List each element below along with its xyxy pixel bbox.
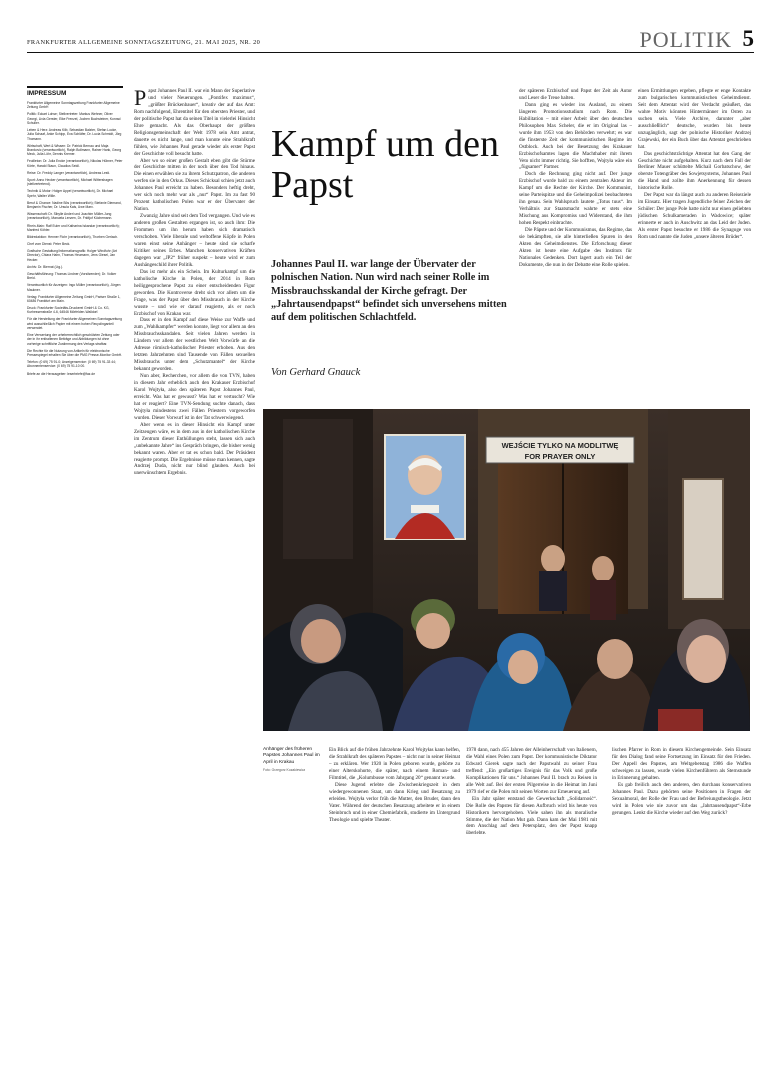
- article-column-bottom-2: [466, 747, 597, 1063]
- section-title: POLITIK: [639, 27, 732, 52]
- impressum-entry: Wirtschaft, Wert & Wissen: Dr. Patrick Bernau und Maja Brankovic (verantwortlich), Ralph Bollmann, Rainer Hank, Georg Meck, Julia Löhr, Dennis Kremer.: [27, 143, 122, 157]
- paragraph: Ein Jahr später entstand die Gewerkschaft „Solidarność“. Die Rolle des Papstes für diesen Aufbruch wird bis heute von Historikern hervorgehoben. Viele sahen ihn als moralische Stimme, die der Nation Mut gab. Dann kam der Mai 1981 mit dem Anschlag auf dem Petersplatz, den der Papst knapp überlebte.: [466, 795, 597, 837]
- caption-text: Anhänger des früheren Papstes Johannes Paul im April in Krakau: [263, 747, 320, 765]
- paragraph: Das geschichtsträchtige Attentat hat den Gang der Geschichte nicht aufgehalten. Kurz nach dem Fall der Berliner Mauer schüttelte Michail Gorbatschow, der oberste Totengräber des Sowjetsystems, Johannes Paul die Hand und zollte ihm Anerkennung für dessen historische Rolle.: [638, 150, 751, 192]
- paragraph: Dann ging es wieder ins Ausland, zu einem längeren Promotionsstudium nach Rom. Die Habilitation – mit einer Arbeit über den deutschen Philosophen Max Scheler, die er im Original las – wurde ihm 1953 von den Behörden verwehrt; es war die finsterste Zeit der kommunistischen Regime im Ostblock. Auch bei der Besetzung des Krakauer Erzbischofsamtes lagen die Machthaber mit ihrem Veto nicht immer richtig. Sie hofften, Wojtyła wäre ein „fügsamer“ Partner.: [519, 101, 632, 171]
- impressum-entry: Grafische Gestaltung/Informationsgrafik: Holger Windfuhr (Art Director), Chiara Hahn, Thomas Heumann, Jens Giesel, Jan Hecker.: [27, 249, 117, 262]
- paragraph: Dass er in den Kampf auf diese Weise zur Waffe und zum „Wahlkampfer“ werden konnte, liegt vor allem an den Missbrauchsskandalen. Seit vielen Jahren werden in Ländern vor allem der westlichen Welt Vorwürfe an die Adresse römisch-katholischer Priester erhoben. Aus den letzten Jahrzehnten sind Tausende von Fällen sexuellen Missbrauchs unter dem „Schutzmantel“ der Kirche bekannt geworden.: [134, 317, 255, 373]
- impressum-entry: Rhein-Main: Ralf Euler und Katharina Iskandar (verantwortlich); Manfred Köhler.: [27, 223, 120, 232]
- impressum-entry: Sport: Anno Hecker (verantwortlich), Michael Wittershagen (stellvertretend).: [27, 177, 113, 187]
- impressum-entry: Leben & Herz: Andreas Kilb, Sebastian Balzter, Stefan Locke, Julia Schaaf, Anke Schipp, Eva Schläfer, Dr. Lucia Schmidt, Jörg Thomann.: [27, 128, 122, 141]
- impressum-entry: Chef vom Dienst: Peter Beck.: [27, 241, 71, 246]
- masthead: [27, 26, 754, 52]
- article-headline: Kampf um den Papst: [271, 123, 499, 206]
- impressum-entry: Politik: Eckart Lohse; Stellvertreter: Markus Wehner, Oliver Georgi, Livia Gerster, Eike Frenzel, Jochen Buchsteiner, Konrad Schuller.: [27, 112, 121, 125]
- paragraph: Die Päpste und der Kommunismus, das Regime, das sie bekämpften, sie alle hinterließen Spuren in den Akten des Geheimdienstes. Die Erforschung dieser Akten ist heute eine Aufgabe des Instituts für Nationales Gedenken. Dort lagert auch ein Teil der Dokumente, die nun in der Debatte eine Rolle spielen.: [519, 227, 632, 268]
- impressum-entry: Briefe an die Herausgeber: leserbriefe@faz.de: [27, 371, 96, 376]
- impressum-list: [27, 101, 123, 376]
- paragraph: Der Papst war da längst auch zu anderen Reiseziele im Einsatz. Hier tragen Jugendliche feiner Zeichen der Schüler: Der junge Pole hatte nicht nur einen geliebten jüdischen Schulkameraden in Wadowice; später erinnerte er auch in Auschwitz an das Leid der Juden. Als erster Papst besuchte er 1986 die Synagoge von Rom und nannte die Juden „unsere älteren Brüder“.: [638, 192, 751, 241]
- impressum-entry: Beruf & Chance: Nadine Bös (verantwortlich); Stefanie Diemand, Benjamin Fischer, Dr. Ursula Kals, Uwe Marx.: [27, 200, 122, 210]
- newspaper-dateline: FRANKFURTER ALLGEMEINE SONNTAGSZEITUNG, 21. MAI 2025, NR. 20: [27, 39, 261, 46]
- article-column-4: [638, 88, 751, 401]
- drop-cap: P: [134, 88, 147, 110]
- article-column-bottom-1: [329, 747, 460, 1063]
- paragraph: Aber wo so einer großen Gestalt eben gibt die Stürme der Geschichte mitten in der noch über den Tod hinaus. Die einen erwählen sie zu ihrem Schutzpatron, die anderen werfen sie in den Orkus. Dieses Schicksal schien jetzt auch Johannes Paul erreicht zu haben. Besonders heftig dreht, wer sich noch mehr war als „nur“ Papst. Im zu fast 90 Prozent katholischen Polen war er der Übervater der Nation.: [134, 157, 255, 213]
- paragraph: der späteren Erzbischof und Papst der Zeit als Autor und Leser die Treue halten.: [519, 88, 632, 101]
- paragraph: Das ist mehr als ein Schein. Im Kulturkampf um die katholische Kirche in Polen, der 2014 in Rom heiliggesprochene Papst zu einer entscheidenden Figur geworden. Die Kontroverse dreht sich vor allem um die Frage, was der Papst über den Missbrauch in der Kirche wusste – und wie er darauf reagierte, als er noch Erzbischof von Krakau war.: [134, 268, 255, 317]
- impressum-entry: Druck: Frankfurter Societäts-Druckerei GmbH & Co. KG, Kurhessenstraße 4-6, 64546 Mörfelden-Walldorf.: [27, 306, 110, 315]
- impressum-sidebar: [27, 86, 123, 1061]
- impressum-entry: Wissenschaft: Dr. Sibylle Anderl und Joachim Müller-Jung (verantwortlich), Manuela Lenzen, Dr. Fridtjof Küchemann.: [27, 212, 113, 221]
- impressum-entry: Frankfurter Allgemeine Sonntagszeitung Frankfurter Allgemeine Zeitung GmbH: [27, 101, 120, 110]
- impressum-entry: Für die Herstellung der Frankfurter Allgemeinen Sonntagszeitung wird ausschließlich Papier mit einem hohen Recyclinganteil verwendet.: [27, 317, 122, 331]
- impressum-entry: Reise: Dr. Freddy Langer (verantwortlich), Andreas Lesti.: [27, 170, 111, 175]
- impressum-entry: Geschäftsführung: Thomas Lindner (Vorsitzender); Dr. Volker Breid.: [27, 271, 117, 281]
- article-column-3: [519, 88, 632, 401]
- page-number: 5: [742, 26, 754, 51]
- impressum-entry: Verlag: Frankfurter Allgemeine Zeitung GmbH, Pariser Straße 1, 60486 Frankfurt am Main.: [27, 294, 121, 303]
- paragraph: apst Johannes Paul II. war ein Mann der Superlative und vieler Neuerungen. „Pontifex maximus“, „größter Brückenbauer“, kreativ der auf das Amt: Rom nachfolgend, Ehrentitel für den obersten Priester, und der politische Papst hat da seinen Titel in vielerlei Hinsicht Ehre gemacht. Als das Oberhaupt der größten Religionsgemeinschaft der Welt 1978 sein Amt antrat, dauerte es nicht lange, und man konnte eine Strahlkraft fühlen, wie Johannes Paul gerade wieder als erster Papst der Geschichte voll besucht hatte.: [134, 88, 255, 157]
- impressum-entry: Verantwortlich für Anzeigen: Ingo Müller (verantwortlich), Jürgen Maukner.: [27, 283, 121, 292]
- paragraph: Nun aber, Recherchen, vor allem die von TVN, haben in diesem Jahr erheblich auch den Krakauer Erzbischof Karol Wojtyła, also den späteren Papst Johannes Paul, erreicht. Was hat er gewusst? Was hat er vertuscht? Wie hat er reagiert? Eine TVN-Sendung suchte danach, dass Wojtyła mindestens zwei Fällen Priestern vorgeworfen wurden. Dieser Vorwurf ist in der Tat schwerwiegend.: [134, 373, 255, 421]
- paragraph: Es gab freilich auch den anderen, den durchaus konservativen Johannes Paul. Dazu gehörten seine Positionen in Fragen der Sexualmoral, der Rolle der Frau und der Befreiungstheologie. Jetzt wird in Polen wie nie zuvor um das „Jahrtausendpapst“-Erbe gerungen. Lenkt die Kirche wieder auf den Weg zurück?: [612, 781, 751, 816]
- impressum-entry: Feuilleton: Dr. Julia Encke (verantwortlich), Nikolas Hübner, Peter Körte, Harald Staun, Claudius Seidl.: [27, 159, 123, 168]
- article-column-bottom-3: [612, 747, 751, 1063]
- article-column-1: [134, 88, 255, 1063]
- paragraph: einen Ermittlungen ergeben, pflegte er enge Kontakte zum bulgarischen kommunistischen Geheimdienst. Seit dem Attentat wird der Verdacht geäußert, das wahre Motiv könnten Hintermänner im Osten zu suchen sein. Viele Archive, darunter „aber ausschließlich“ deutsche, wurden bis heute unzugänglich, sagt der polnische Historiker Andrzej Grajewski, der ein Buch über das Attentat geschrieben hat.: [638, 88, 751, 150]
- impressum-entry: Archiv: Dr. Biernat (Ltg.).: [27, 264, 64, 269]
- masthead-rule: [27, 52, 754, 53]
- impressum-entry: Bildredaktion: Henner Flohr (verantwortlich), Thorben Gerlach.: [27, 234, 119, 239]
- paragraph: Doch die Rechnung ging nicht auf. Der junge Erzbischof wurde bald zu einem zentralen Akteur im Kampf um die Rechte der Kirche. Der Kommunist, seine Parteispitze und die Geheimpolizei beobachteten ihn genau. Sein Wahlspruch lautete „Totus tuus“. Im Verhältnis zur Staatsmacht wahrte er stets eine Mischung aus Kompromiss und Widerstand, die ihm hohen Respekt einbrachte.: [519, 171, 632, 227]
- paragraph: 1978 dann, nach 455 Jahren der Alleinherrschaft von Italienern, die Wahl eines Polen zum Papst. Der kommunistische Diktator Edward Gierek sagte nach der Papstwahl zu seiner Frau treffend: „Ein großartiges Ereignis für das Volk und große Komplikationen für uns.“ Johannes Paul II. brach zu Reisen in alle Welt auf. Bei der ersten Pilgerreise in die Heimat im Juni 1979 rief er die Polen mit seinen Worten zur Erneuerung auf.: [466, 747, 597, 795]
- impressum-entry: Eine Verwertung der urheberrechtlich geschützten Zeitung oder der in ihr enthaltenen Beiträge und Abbildungen ist ohne vorherige schriftliche Zustimmung des Verlags strafbar.: [27, 333, 120, 346]
- paragraph: Ein Blick auf die frühen Jahrzehnte Karol Wojtyłas kann helfen, die Strahlkraft des späteren Papstes – nicht nur in seiner Heimat – zu erklären. Wer 1920 in Polen geboren wurde, gehörte zu einer Alterskohorte, die später, nach einem Roman- und Filmtitel, die „Kolumbusse vom Jahrgang 20“ genannt wurde.: [329, 747, 460, 781]
- sign-text-polish: WEJŚCIE TYLKO NA MODLITWĘ: [501, 441, 619, 450]
- paragraph: Diese Jugend erlebte die Zwischenkriegszeit in dem wiedergewonnenen Staat, um dann Krieg und Besatzung zu erleiden. Wojtyła verlor früh die Mutter, den Bruder, dann den Vater. Während der deutschen Besatzung arbeitete er in einem Steinbruch und in einer Chemiefabrik, studierte im Untergrund Theologie und spielte Theater.: [329, 781, 460, 823]
- paragraph: Zwanzig Jahre sind seit dem Tod vergangen. Und wie es anderen großen Gestalten ergangen ist, so auch ihm: Die Frommen um ihn herum haben sich dramatisch verschoben. Viele liberale und weltoffene Köpfe in Polen waren einst seine Anhänger – heute sind sie scharfe Kritiker seines Erbes. Manchen konservativen Kräften dagegen war „JP2“ früher suspekt – heute wird er zum Aushängeschild ihrer Politik.: [134, 213, 255, 268]
- paragraph: lischen Pfarrer in Rom in diesem Kirchengemeinde. Sein Einsatz für den Dialog fand seine Fortsetzung im Einsatz für den Frieden. Der Appell des Papstes, am Weltgebetstag 1986 die Waffen schweigen zu lassen, wurde vielen Kirchenführern als Sternstunde in Erinnerung gehalten.: [612, 747, 751, 781]
- photo-illustration: [263, 409, 750, 731]
- sign-text-english: FOR PRAYER ONLY: [524, 452, 596, 461]
- impressum-entry: Technik & Motor: Holger Appel (verantwortlich), Dr. Michael Spehr, Walter Wille.: [27, 189, 114, 198]
- impressum-entry: Die Rechte für die Nutzung von Artikeln für elektronische Pressespiegel erhalten Sie über die PMG Presse-Monitor GmbH.: [27, 348, 123, 358]
- photo-credit: Foto: Grzegorz Kozakiewicz: [263, 767, 306, 772]
- photo-caption: [263, 747, 323, 773]
- impressum-entry: Telefon: (0 69) 75 91-0; Anzeigenservice: (0 69) 75 91-33 44; Abonnentenservice: (0 69) 75 91-10 00.: [27, 360, 116, 369]
- article-deck: Johannes Paul II. war lange der Übervater der polnischen Nation. Nun wird nach seiner Rolle im Missbrauchsskandal der Kirche gefragt. Der „Jahrtausendpapst“ befindet sich unversehens mitten auf dem politischen Schlachtfeld.: [271, 259, 507, 324]
- paragraph: Aber wenn es in dieser Hinsicht ein Kampf unter Zeitzeugen wäre, es in dem aus in der katholischen Kirche im Zentrum dieser Enthüllungen steht, lassen sich auch „unbekannte Jahre“ ins Gespräch bringen, die bisher wenig bekannt waren. Aber er tat es schon bald. Der Präsident reagierte prompt. Die Ergebnisse müsse man kennen, sagte Andrzej Duda, nicht nur blind glauben. Auch bei unerwünschtem Ergebnis.: [134, 421, 255, 477]
- article-photo: [263, 409, 750, 731]
- article-byline: Von Gerhard Gnauck: [271, 367, 361, 378]
- impressum-title: IMPRESSUM: [27, 86, 123, 97]
